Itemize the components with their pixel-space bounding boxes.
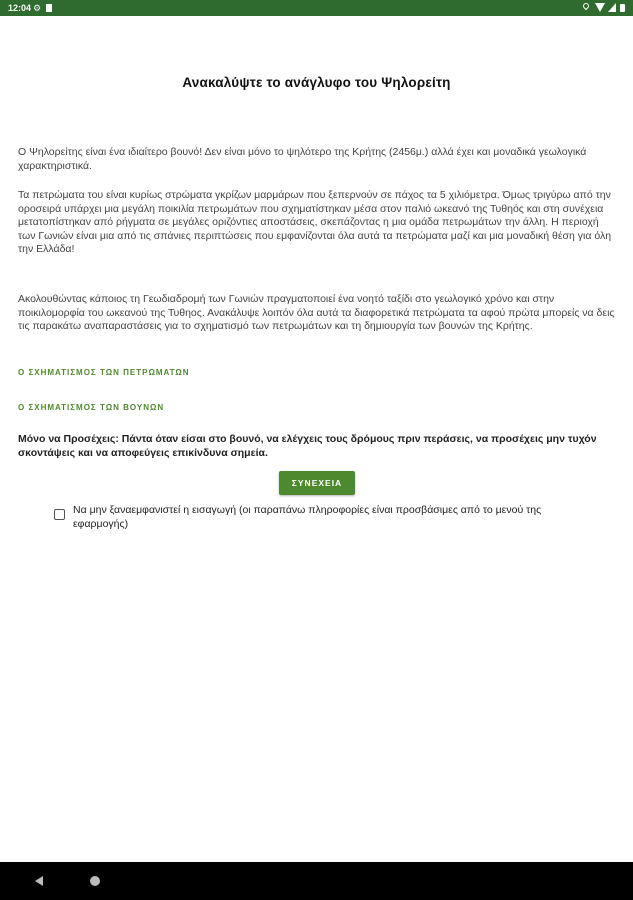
continue-button[interactable]: ΣΥΝΕΧΕΙΑ [279, 471, 355, 495]
page-title: Ανακαλύψτε το ανάγλυφο του Ψηλορείτη [182, 75, 451, 90]
dont-show-again-checkbox[interactable] [54, 509, 65, 520]
sd-card-icon [46, 4, 52, 12]
signal-icon [608, 3, 616, 12]
intro-paragraph-1: Ο Ψηλορείτης είναι ένα ιδιαίτερο βουνό! Δεν είναι μόνο το ψηλότερο της Κρήτης (2456μ.) αλλά έχει και μοναδικά γεωλογικά χαρακτηριστικά. [18, 146, 587, 172]
warning-label: Μόνο να Προσέχεις: [18, 433, 119, 445]
status-bar [0, 0, 633, 16]
navigation-bar [0, 862, 633, 900]
safety-warning [18, 432, 618, 460]
rocks-formation-link[interactable]: Ο ΣΧΗΜΑΤΙΣΜΟΣ ΤΩΝ ΠΕΤΡΩΜΑΤΩΝ [18, 368, 190, 377]
mountains-formation-link[interactable]: Ο ΣΧΗΜΑΤΙΣΜΟΣ ΤΩΝ ΒΟΥΝΩΝ [18, 403, 165, 412]
location-icon [582, 2, 590, 10]
home-icon[interactable] [90, 876, 100, 886]
back-icon[interactable] [35, 876, 43, 886]
battery-icon [620, 4, 625, 12]
intro-paragraph-3: Ακολουθώντας κάποιος τη Γεωδιαδρομή των Γωνιών πραγματοποιεί ένα νοητό ταξίδι στο γεωλογικό χρόνο και στην ποικιλομορφία του ωκεανού της Τυθηος. Ανακάλυψε λοιπόν όλα αυτά τα διαφορετικά πετρώματα τα αφού πρώτα μπορείς να δεις τις παρακάτω αναπαραστάσεις για το σχηματισμό των πετρωμάτων και τη δημιουργία των βουνών της Κρήτης. [18, 293, 615, 333]
dont-show-again-label[interactable]: Να μην ξαναεμφανιστεί η εισαγωγή (οι παραπάνω πληροφορίες είναι προσβάσιμες από το μενού της εφαρμογής) [73, 504, 542, 530]
warning-text: Πάντα όταν είσαι στο βουνό, να ελέγχεις τους δρόμους πριν περάσεις, να προσέχεις μην τυχόν σκοντάψεις και να αποφεύγεις επικίνδυνα σημεία. [18, 433, 597, 459]
wifi-icon [595, 3, 605, 12]
gear-icon: ⚙ [33, 3, 42, 13]
status-time: 12:04 [8, 3, 32, 13]
intro-paragraph-2: Τα πετρώματα του είναι κυρίως στρώματα γκρίζων μαρμάρων που ξεπερνούν σε πάχος τα 5 χιλιόμετρα. Όμως τριγύρω από την οροσειρά υπάρχει μια μεγάλη ποικιλία πετρωμάτων που σχηματίστηκαν μέσα στον παλιό ωκεανό της Τυθηός και στη συνέχεια μετατοπίστηκαν από ρήγματα σε μεγάλες οριζόντιες αποστάσεις, σκεπάζοντας η μια ομάδα πετρωμάτων την άλλη. Η περιοχή των Γωνιών είναι μια από τις σπάνιες περιπτώσεις που εμφανίζονται όλα αυτά τα πετρώματα μαζί και μια μοναδική θέση για όλη την Ελλάδα! [18, 189, 612, 256]
